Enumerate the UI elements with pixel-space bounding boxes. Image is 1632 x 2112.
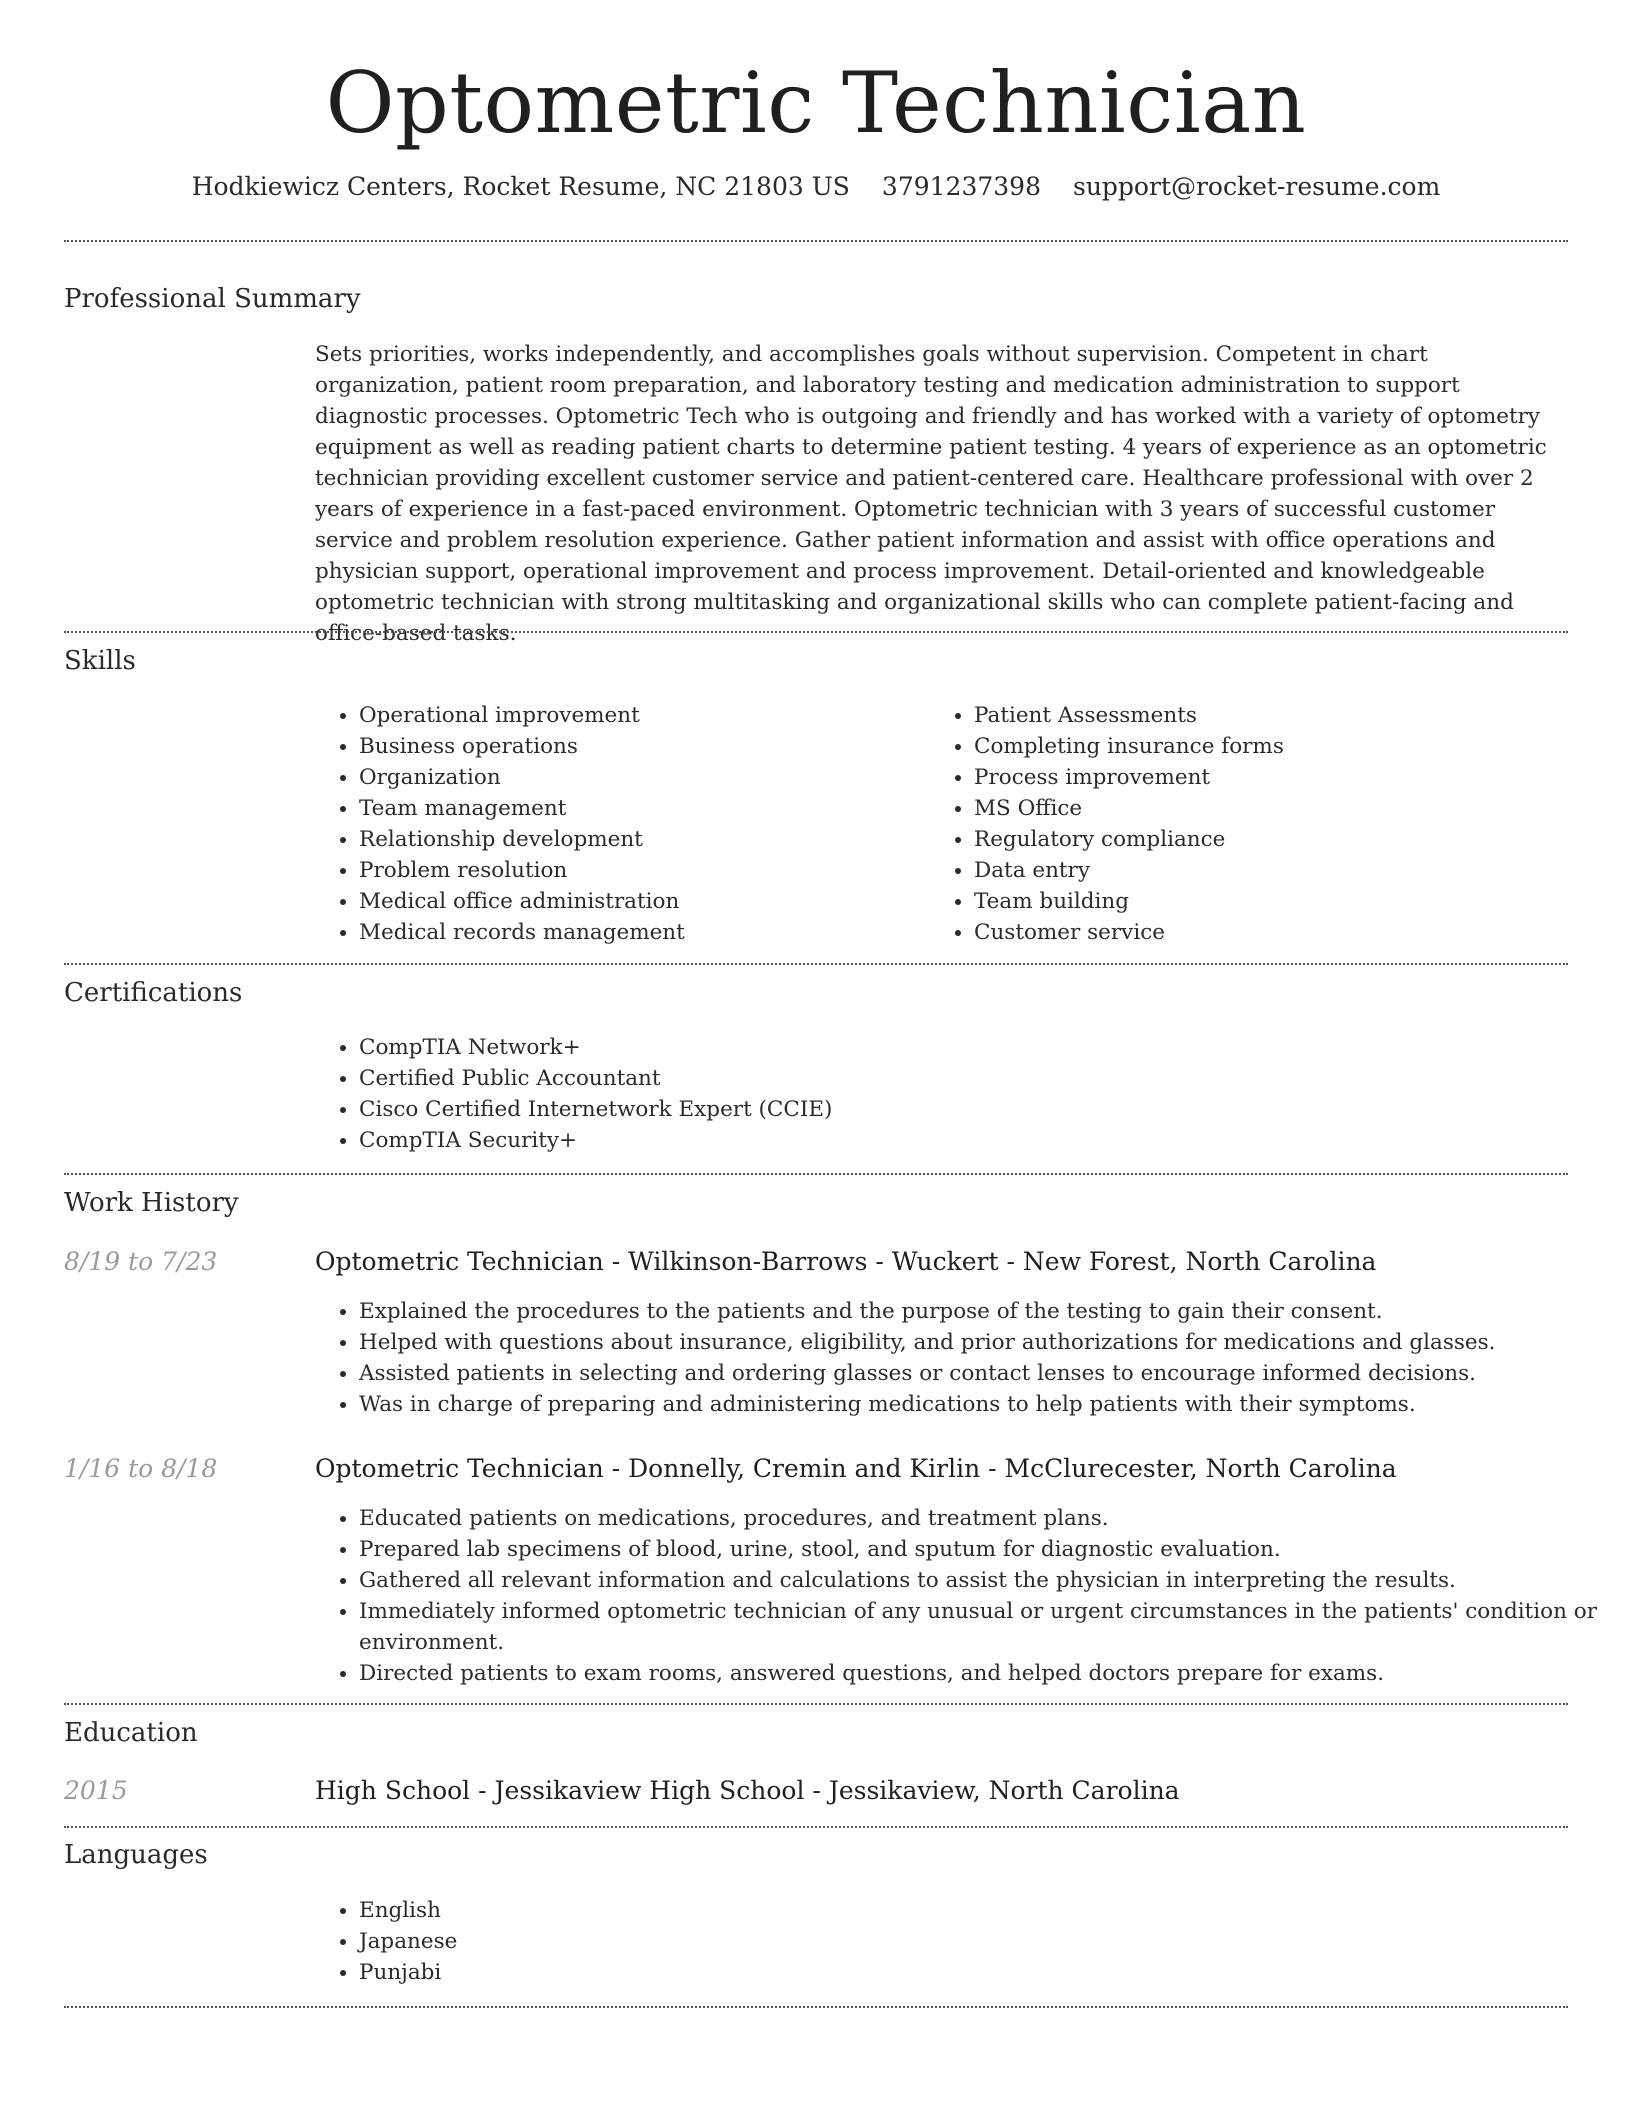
list-item: • Prepared lab specimens of blood, urine, stool, and sputum for diagnostic evaluation. (359, 1534, 1613, 1565)
list-item: • CompTIA Security+ (359, 1125, 1559, 1156)
list-item: • Completing insurance forms (974, 731, 1574, 762)
summary-heading: Professional Summary (64, 284, 361, 314)
education-heading: Education (64, 1718, 198, 1748)
list-item: • Team building (974, 886, 1574, 917)
summary-text: Sets priorities, works independently, and accomplishes goals without supervision. Competent in chart organization, patient room preparation, and laboratory testing and medication administration to support diagnostic processes. Optometric Tech who is outgoing and friendly and has worked with a variety of optometry equipment as well as reading patient charts to determine patient testing. 4 years of experience as an optometric technician providing excellent customer service and patient-centered care. Healthcare professional with over 2 years of experience in a fast-paced environment. Optometric technician with 3 years of successful customer service and problem resolution experience. Gather patient information and assist with office operations and physician support, operational improvement and process improvement. Detail-oriented and knowledgeable optometric technician with strong multitasking and organizational skills who can complete patient-facing and office-based tasks. (315, 342, 1547, 646)
list-item: • MS Office (974, 793, 1574, 824)
list-item: • Japanese (359, 1926, 1559, 1957)
section-divider (64, 1703, 1568, 1705)
list-item: • Business operations (359, 731, 919, 762)
list-item: • Cisco Certified Internetwork Expert (CCIE) (359, 1094, 1559, 1125)
list-item: • Patient Assessments (974, 700, 1574, 731)
list-item: • Immediately informed optometric technician of any unusual or urgent circumstances in the patients' condition or environment. (359, 1596, 1613, 1658)
education-year: 2015 (64, 1776, 128, 1805)
job-bullets (315, 1296, 1613, 1420)
list-item: • CompTIA Network+ (359, 1032, 1559, 1063)
contact-address: Hodkiewicz Centers, Rocket Resume, NC 21803 US (191, 172, 850, 201)
list-item: • Relationship development (359, 824, 919, 855)
list-item: • English (359, 1895, 1559, 1926)
list-item: • Educated patients on medications, procedures, and treatment plans. (359, 1503, 1613, 1534)
section-divider (64, 240, 1568, 242)
job-dates: 1/16 to 8/18 (64, 1454, 218, 1483)
list-item: • Directed patients to exam rooms, answered questions, and helped doctors prepare for exams. (359, 1658, 1613, 1689)
list-item: • Helped with questions about insurance, eligibility, and prior authorizations for medications and glasses. (359, 1327, 1613, 1358)
education-entry: High School - Jessikaview High School - Jessikaview, North Carolina (315, 1776, 1180, 1805)
list-item: • Medical records management (359, 917, 919, 948)
list-item: • Gathered all relevant information and calculations to assist the physician in interpreting the results. (359, 1565, 1613, 1596)
skills-heading: Skills (64, 646, 136, 676)
list-item: • Process improvement (974, 762, 1574, 793)
contact-phone: 3791237398 (881, 172, 1041, 201)
job-bullets (315, 1503, 1613, 1689)
job-dates: 8/19 to 7/23 (64, 1247, 218, 1276)
job-title: Optometric Technician - Donnelly, Cremin and Kirlin - McClurecester, North Carolina (315, 1454, 1397, 1483)
list-item: • Regulatory compliance (974, 824, 1574, 855)
job-title: Optometric Technician - Wilkinson-Barrows - Wuckert - New Forest, North Carolina (315, 1247, 1377, 1276)
certifications-heading: Certifications (64, 978, 243, 1008)
contact-line (0, 168, 1632, 206)
contact-email: support@rocket-resume.com (1072, 172, 1441, 201)
list-item: • Organization (359, 762, 919, 793)
section-divider (64, 631, 1568, 633)
list-item: • Problem resolution (359, 855, 919, 886)
list-item: • Medical office administration (359, 886, 919, 917)
candidate-name: Optometric Technician (325, 54, 1307, 152)
section-divider (64, 1826, 1568, 1828)
skills-list-left (315, 700, 919, 948)
skills-list-right (930, 700, 1574, 948)
languages-list (315, 1895, 1559, 1988)
list-item: • Punjabi (359, 1957, 1559, 1988)
list-item: • Customer service (974, 917, 1574, 948)
work-history-heading: Work History (64, 1188, 239, 1218)
list-item: • Assisted patients in selecting and ordering glasses or contact lenses to encourage informed decisions. (359, 1358, 1613, 1389)
languages-heading: Languages (64, 1840, 208, 1870)
section-divider (64, 963, 1568, 965)
list-item: • Operational improvement (359, 700, 919, 731)
section-divider (64, 1173, 1568, 1175)
section-divider (64, 2006, 1568, 2008)
certifications-list (315, 1032, 1559, 1156)
list-item: • Was in charge of preparing and administering medications to help patients with their symptoms. (359, 1389, 1613, 1420)
list-item: • Data entry (974, 855, 1574, 886)
list-item: • Team management (359, 793, 919, 824)
list-item: • Explained the procedures to the patients and the purpose of the testing to gain their consent. (359, 1296, 1613, 1327)
list-item: • Certified Public Accountant (359, 1063, 1559, 1094)
